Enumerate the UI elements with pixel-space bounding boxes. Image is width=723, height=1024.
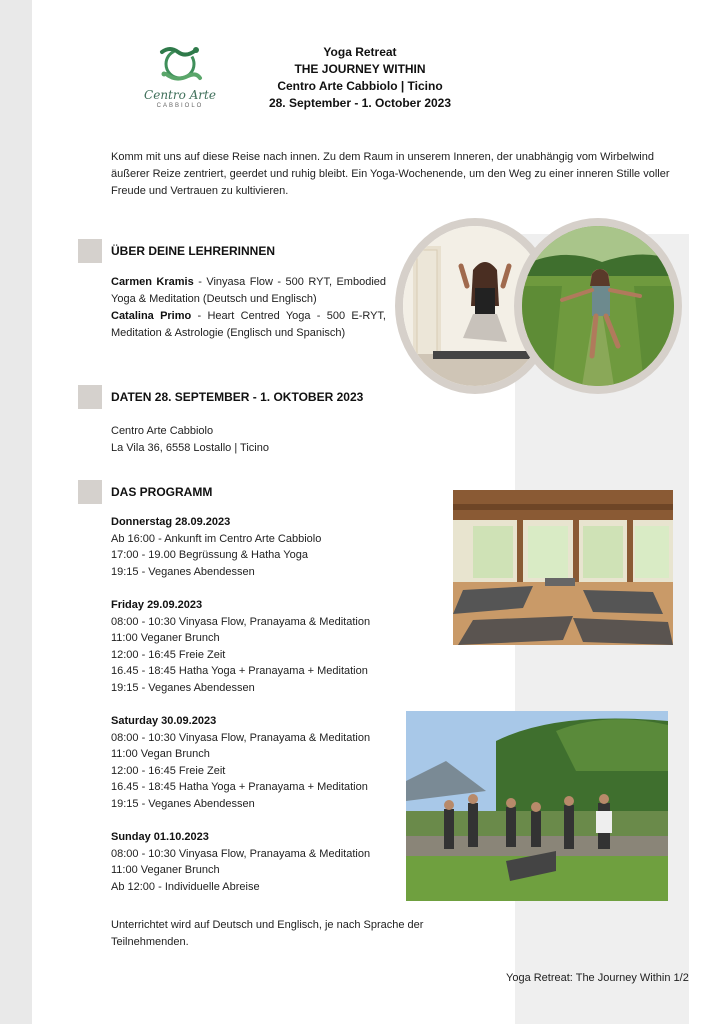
schedule-item: 19:15 - Veganes Abendessen <box>111 681 255 694</box>
studio-photo <box>453 490 673 645</box>
program-day-saturday <box>111 713 411 812</box>
teacher-entry <box>111 308 386 342</box>
section-title: ÜBER DEINE LEHRERINNEN <box>111 244 276 258</box>
day-title: Donnerstag 28.09.2023 <box>111 516 231 528</box>
teacher-name: Catalina Primo <box>111 310 192 322</box>
logo <box>140 40 220 115</box>
header-line-4: 28. September - 1. October 2023 <box>268 96 452 110</box>
header-line-2: THE JOURNEY WITHIN <box>294 62 426 76</box>
location-address: La Vila 36, 6558 Lostallo | Ticino <box>111 442 269 454</box>
teacher-desc: - Vinyasa Flow - 500 RYT, Embodied Yoga & Meditation (Deutsch und Englisch) <box>111 276 386 305</box>
gecko-logo-icon <box>152 40 208 86</box>
day-title: Friday 29.09.2023 <box>111 599 203 611</box>
header-line-1: Yoga Retreat <box>323 45 397 59</box>
document-header <box>240 44 480 112</box>
day-title: Sunday 01.10.2023 <box>111 831 209 843</box>
program-day-thursday <box>111 514 411 580</box>
teacher-name: Carmen Kramis <box>111 276 194 288</box>
schedule-item: 11:00 Vegan Brunch <box>111 748 210 760</box>
header-line-3: Centro Arte Cabbiolo | Ticino <box>277 79 443 93</box>
schedule-item: 19:15 - Veganes Abendessen <box>111 565 255 578</box>
logo-name: Centro Arte <box>144 88 216 102</box>
day-title: Saturday 30.09.2023 <box>111 715 217 727</box>
schedule-item: 11:00 Veganer Brunch <box>111 864 220 876</box>
teacher-entry <box>111 274 386 308</box>
closing-paragraph: Unterrichtet wird auf Deutsch und Englisch, je nach Sprache der Teilnehmenden. <box>111 919 424 948</box>
schedule-item: 16.45 - 18:45 Hatha Yoga + Pranayama + Meditation <box>111 665 368 677</box>
schedule-item: 12:00 - 16:45 Freie Zeit <box>111 764 226 777</box>
intro-paragraph: Komm mit uns auf diese Reise nach innen. Zu dem Raum in unserem Inneren, der unabhängig vom Wirbelwind äußerer Reize zentriert, geerdet und ruhig bleibt. Ein Yoga-Wochenende, um den Weg zu einer inneren Stille voller Freude und Vertrauen zu kultivieren. <box>111 151 670 197</box>
teacher-desc: - Heart Centred Yoga - 500 E-RYT, Meditation & Astrologie (Englisch und Spanisch) <box>111 310 386 339</box>
group-photo <box>406 711 668 901</box>
location-name: Centro Arte Cabbiolo <box>111 425 214 437</box>
program-day-sunday <box>111 829 411 895</box>
section-marker <box>78 480 102 504</box>
schedule-item: Ab 12:00 - Individuelle Abreise <box>111 880 260 893</box>
schedule-item: 19:15 - Veganes Abendessen <box>111 797 255 810</box>
page-footer: Yoga Retreat: The Journey Within 1/2 <box>506 972 689 984</box>
section-marker <box>78 385 102 409</box>
schedule-item: Ab 16:00 - Ankunft im Centro Arte Cabbiolo <box>111 532 322 545</box>
logo-subtitle: CABBIOLO <box>156 103 204 109</box>
section-title: DAS PROGRAMM <box>111 485 213 499</box>
schedule-item: 11:00 Veganer Brunch <box>111 632 220 644</box>
schedule-item: 17:00 - 19.00 Begrüssung & Hatha Yoga <box>111 549 308 561</box>
schedule-item: 16.45 - 18:45 Hatha Yoga + Pranayama + Meditation <box>111 781 368 793</box>
section-marker <box>78 239 102 263</box>
teachers-text <box>111 274 386 342</box>
schedule-item: 08:00 - 10:30 Vinyasa Flow, Pranayama & Meditation <box>111 615 371 628</box>
location-block <box>111 423 269 457</box>
schedule-item: 12:00 - 16:45 Freie Zeit <box>111 648 226 661</box>
teacher-photo-2 <box>514 218 682 394</box>
program-schedule <box>111 514 411 912</box>
schedule-item: 08:00 - 10:30 Vinyasa Flow, Pranayama & Meditation <box>111 731 371 744</box>
schedule-item: 08:00 - 10:30 Vinyasa Flow, Pranayama & Meditation <box>111 847 371 860</box>
program-day-friday <box>111 597 411 696</box>
section-title: DATEN 28. SEPTEMBER - 1. OKTOBER 2023 <box>111 390 364 404</box>
